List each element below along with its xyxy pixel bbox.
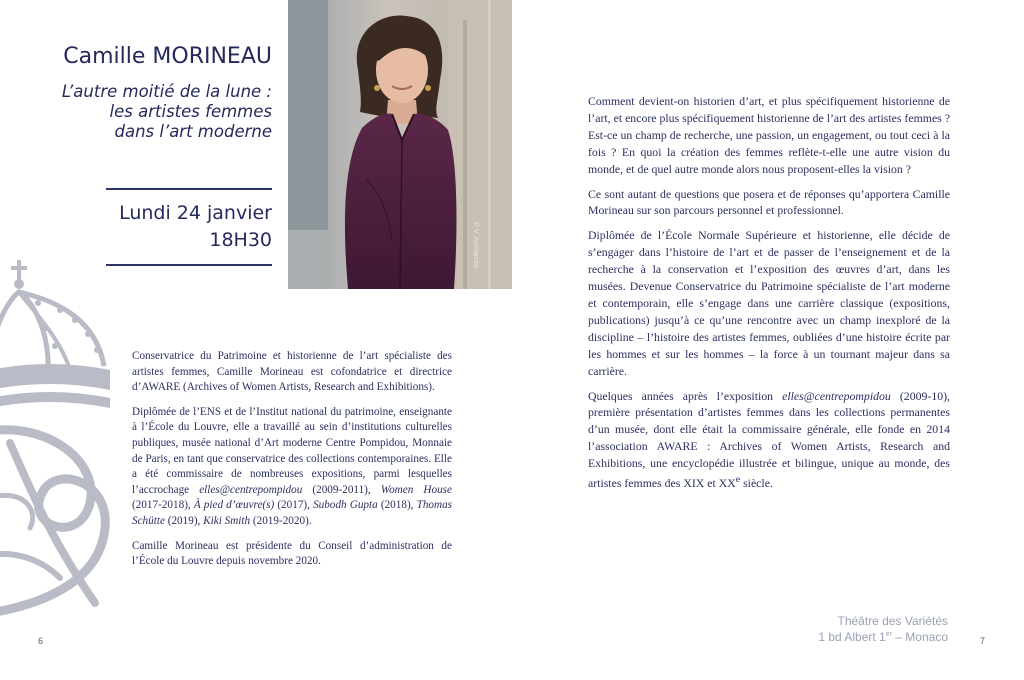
- intro-text: (2009-10), première présentation d’artistes femmes dans les collections permanentes d’un musée, dont elle était la commissaire générale, elle fonde en 2014 l’association AWARE : Archives of Women Artists, Research and Exhibitions, une encyclopédie illustrée et bilingue, unique au monde, des artistes femmes des XIX et XX: [588, 388, 950, 490]
- bio-text: (2018),: [377, 499, 417, 512]
- bio-text: (2019),: [164, 514, 204, 527]
- crown-monogram-emblem: [0, 258, 120, 628]
- bio-paragraph: [132, 405, 452, 530]
- intro-paragraph: Comment devient-on historien d’art, et plus spécifiquement historienne de l’art, et encore plus spécifiquement historienne de l’art des artistes femmes ? Est-ce un champ de recherche, une passion, un engagement, ou tout ceci à la fois ? En quoi la création des femmes reflète-t-elle une autre vision du monde, et de quel autre monde alors nous proposent-elles la vision ?: [588, 94, 950, 176]
- address-text: – Monaco: [891, 630, 948, 644]
- exhibition-title: Thomas Schütte: [132, 499, 453, 527]
- photo-credit: © V. Archambo: [472, 222, 479, 269]
- bio-text: (2019-2020).: [250, 514, 312, 527]
- biography-column: [132, 349, 452, 579]
- venue-address: [818, 630, 948, 644]
- lecture-title: [12, 82, 272, 142]
- divider-top: [106, 188, 272, 190]
- exhibition-title: Kiki Smith: [203, 514, 251, 527]
- lecture-title-line: les artistes femmes: [109, 102, 272, 121]
- superscript: e: [735, 474, 741, 486]
- divider-bottom: [106, 264, 272, 266]
- exhibition-title: Subodh Gupta: [313, 499, 378, 512]
- speaker-name: Camille MORINEAU: [63, 44, 272, 69]
- intro-text: siècle.: [740, 475, 773, 490]
- address-superscript: er: [885, 631, 892, 638]
- intro-paragraph: Diplômée de l’École Normale Supérieure et historienne, elle décide de s’engager dans l’histoire de l’art et de passer de l’enseignement et de la recherche à la conservation et l’exposition des œuvres d’art, dans les musées. Devenue Conservatrice du Patrimoine spécialiste de l’art moderne et contemporain, elle s’engage dans une carrière classique (expositions, publications) jusqu’à ce qu’une rencontre avec un champ inexploré de la discipline – l’histoire des artistes femmes, oubliées d’une histoire écrite par les hommes et sur les hommes – la force à un tournant majeur dans sa carrière.: [588, 228, 950, 378]
- bio-text: (2009-2011),: [302, 483, 381, 496]
- venue-name: Théâtre des Variétés: [837, 614, 948, 628]
- lecture-description-column: [588, 93, 950, 500]
- bio-paragraph: Conservatrice du Patrimoine et historienne de l’art spécialiste des artistes femmes, Camille Morineau est cofondatrice et directrice d’AWARE (Archives of Women Artists, Research and Exhibitions).: [132, 350, 452, 394]
- address-text: 1 bd Albert 1: [818, 630, 886, 644]
- page-number-right: 7: [980, 636, 986, 646]
- exhibition-title: elles@centrepompidou: [199, 483, 303, 496]
- intro-paragraph: Ce sont autant de questions que posera et de réponses qu’apportera Camille Morineau sur son parcours personnel et professionnel.: [588, 186, 950, 218]
- exhibition-title: elles@centrepompidou: [782, 388, 891, 403]
- bio-paragraph: Camille Morineau est présidente du Conseil d’administration de l’École du Louvre depuis novembre 2020.: [132, 539, 452, 568]
- intro-paragraph: [588, 388, 950, 492]
- exhibition-title: Women House: [380, 483, 452, 496]
- event-date: Lundi 24 janvier: [119, 202, 272, 224]
- bio-text: (2017-2018),: [132, 499, 194, 512]
- bio-text: Diplômée de l’ENS et de l’Institut national du patrimoine, enseignante à l’École du Louvre, elle a travaillé au sein d’institutions culturelles publiques, musée national d’Art moderne Centre Pompidou, Monnaie de Paris, en tant que conservatrice des collections contemporaines. Elle a été commissaire de nombreuses expositions, parmi lesquelles l’accrochage: [132, 405, 452, 496]
- event-time: 18H30: [209, 229, 272, 251]
- intro-text: Quelques années après l’exposition: [588, 388, 783, 403]
- exhibition-title: À pied d’œuvre(s): [193, 499, 275, 512]
- lecture-title-line: dans l’art moderne: [114, 122, 272, 141]
- bio-text: (2017),: [274, 499, 314, 512]
- lecture-title-line: L’autre moitié de la lune :: [61, 82, 272, 101]
- page-number-left: 6: [38, 636, 44, 646]
